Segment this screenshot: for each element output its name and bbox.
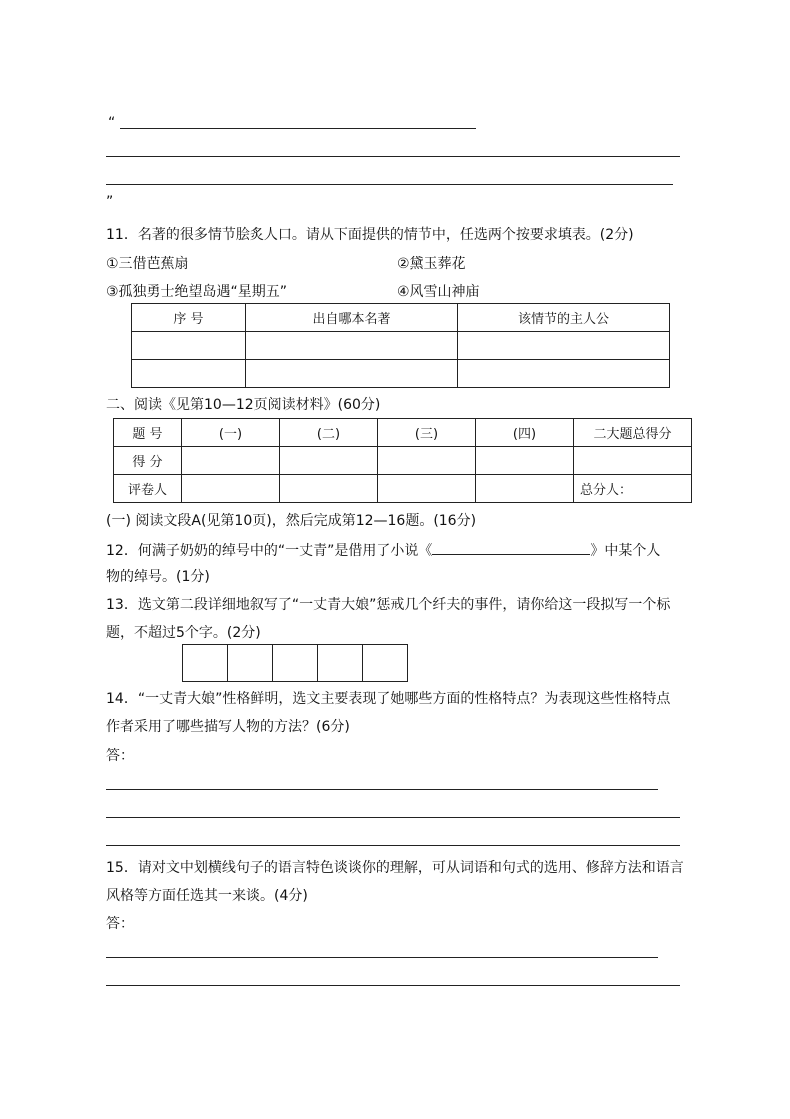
question-12-line-1	[106, 542, 660, 558]
table-cell[interactable]	[132, 360, 246, 388]
table-cell[interactable]	[458, 360, 670, 388]
table-cell[interactable]	[246, 360, 458, 388]
option-1: ①三借芭蕉扇	[106, 256, 189, 272]
book-title-blank[interactable]	[432, 542, 590, 555]
score-row-label: 得 分	[114, 447, 182, 475]
char-box[interactable]	[183, 645, 228, 681]
question-12-line-2: 物的绰号。(1分)	[106, 569, 210, 585]
score-table	[113, 418, 692, 503]
grader-cell[interactable]	[182, 475, 280, 503]
table-cell[interactable]	[246, 332, 458, 360]
answer-line[interactable]	[106, 845, 680, 846]
table-header-number: 序 号	[132, 304, 246, 332]
question-14-line-1: 14．“一丈青大娘”性格鲜明，选文主要表现了她哪些方面的性格特点？为表现这些性格特点	[106, 691, 671, 707]
score-cell[interactable]	[378, 447, 476, 475]
char-box[interactable]	[363, 645, 407, 681]
answer-line[interactable]	[106, 985, 680, 986]
question-15-line-2: 风格等方面任选其一来谈。(4分)	[106, 888, 308, 904]
option-3: ③孤独勇士绝望岛遇“星期五”	[106, 284, 288, 300]
grader-cell[interactable]	[476, 475, 574, 503]
answer-line[interactable]	[106, 156, 680, 157]
total-scorer-label: 总分人：	[574, 475, 692, 503]
answer-line[interactable]	[120, 128, 476, 129]
question-12-text-b: 》中某个人	[590, 543, 661, 559]
quote-close-mark: ”	[106, 194, 114, 210]
grader-cell[interactable]	[378, 475, 476, 503]
answer-line[interactable]	[106, 957, 658, 958]
score-header-label: 题 号	[114, 419, 182, 447]
table-header-book: 出自哪本名著	[246, 304, 458, 332]
question-15-line-1: 15．请对文中划横线句子的语言特色谈谈你的理解，可从词语和句式的选用、修辞方法和语言	[106, 860, 684, 876]
score-cell[interactable]	[476, 447, 574, 475]
score-header-part-1: (一)	[182, 419, 280, 447]
question-11-text: 11．名著的很多情节脍炙人口。请从下面提供的情节中，任选两个按要求填表。(2分)	[106, 227, 634, 243]
quote-open-mark: “	[108, 115, 116, 131]
answer-line[interactable]	[106, 817, 680, 818]
answer-label: 答：	[106, 916, 134, 932]
score-header-part-2: (二)	[280, 419, 378, 447]
option-2: ②黛玉葬花	[397, 256, 466, 272]
score-cell[interactable]	[280, 447, 378, 475]
score-cell[interactable]	[182, 447, 280, 475]
q11-answer-table	[131, 303, 670, 388]
option-4: ④风雪山神庙	[397, 284, 480, 300]
part-1-title: (一) 阅读文段A(见第10页)，然后完成第12—16题。(16分)	[106, 513, 477, 529]
grader-cell[interactable]	[280, 475, 378, 503]
char-box[interactable]	[318, 645, 363, 681]
score-cell[interactable]	[574, 447, 692, 475]
question-14-line-2: 作者采用了哪些描写人物的方法？(6分)	[106, 719, 350, 735]
char-box[interactable]	[273, 645, 318, 681]
title-answer-boxes	[182, 644, 408, 682]
answer-line[interactable]	[106, 184, 673, 185]
answer-line[interactable]	[106, 789, 658, 790]
score-header-total: 二大题总得分	[574, 419, 692, 447]
question-13-line-2: 题，不超过5个字。(2分)	[106, 625, 261, 641]
score-header-part-4: (四)	[476, 419, 574, 447]
grader-row-label: 评卷人	[114, 475, 182, 503]
char-box[interactable]	[228, 645, 273, 681]
section-2-title: 二、阅读《见第10—12页阅读材料》(60分)	[106, 397, 381, 413]
table-cell[interactable]	[458, 332, 670, 360]
question-12-text-a: 12．何满子奶奶的绰号中的“一丈青”是借用了小说《	[106, 543, 433, 559]
table-cell[interactable]	[132, 332, 246, 360]
question-13-line-1: 13．选文第二段详细地叙写了“一丈青大娘”惩戒几个纤夫的事件，请你给这一段拟写一个标	[106, 597, 671, 613]
score-header-part-3: (三)	[378, 419, 476, 447]
answer-label: 答：	[106, 748, 134, 764]
table-header-protagonist: 该情节的主人公	[458, 304, 670, 332]
